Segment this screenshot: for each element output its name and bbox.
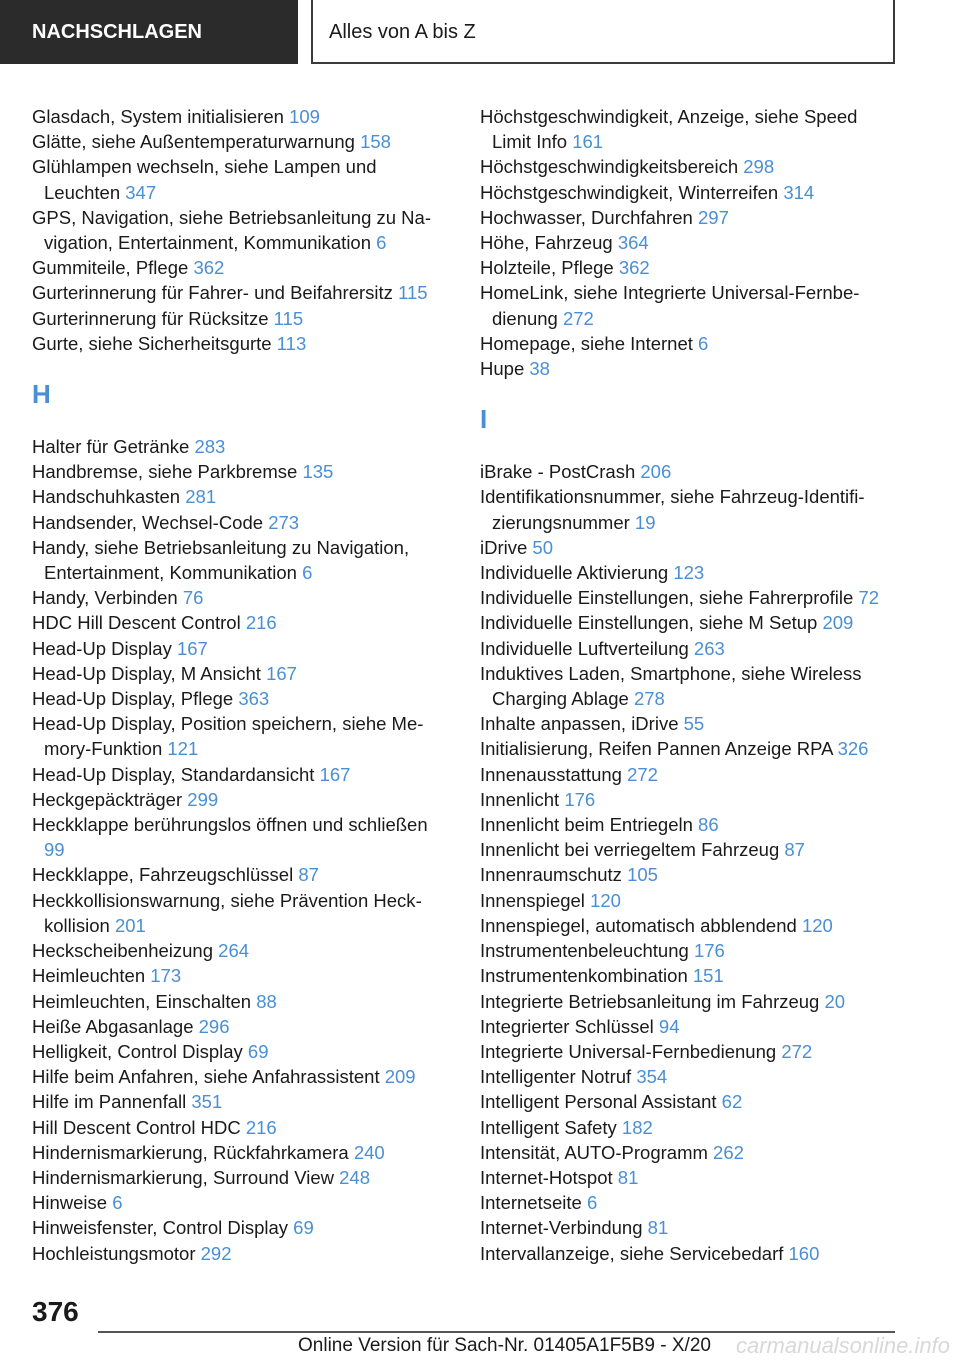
index-entry xyxy=(32,888,452,938)
index-entry-term: Head-Up Display, Pflege xyxy=(32,688,239,710)
index-page-link[interactable]: 362 xyxy=(618,257,650,279)
index-entry xyxy=(480,610,900,635)
index-page-link[interactable]: 296 xyxy=(198,1015,230,1037)
page-header xyxy=(0,0,960,64)
index-entry-term: Innenlicht bei verriegeltem Fahrzeug xyxy=(480,839,785,861)
index-entry-term: iBrake - PostCrash xyxy=(480,461,641,483)
index-entry xyxy=(32,585,452,610)
index-entry-term: Holzteile, Pflege xyxy=(480,257,619,279)
index-entry-term: Innenraumschutz xyxy=(480,864,628,886)
index-entry xyxy=(32,1215,452,1240)
index-entry xyxy=(480,1064,900,1089)
index-page-link[interactable]: 347 xyxy=(125,181,157,203)
index-page-link[interactable]: 364 xyxy=(617,232,649,254)
index-entry-term: Head-Up Display, Position speichern, siehe Memory-Funktion xyxy=(32,713,424,760)
index-page-link[interactable]: 182 xyxy=(621,1116,653,1138)
index-entry xyxy=(32,610,452,635)
index-page-link[interactable]: 115 xyxy=(273,307,304,329)
index-entry xyxy=(480,535,900,560)
index-entry-term: Handy, Verbinden xyxy=(32,587,183,609)
index-entry-term: Intensität, AUTO-Programm xyxy=(480,1141,714,1163)
index-entry-term: Integrierte Betriebsanleitung im Fahrzeug xyxy=(480,990,825,1012)
index-entry-term: Heckscheibenheizung xyxy=(32,940,219,962)
index-entry xyxy=(32,280,452,305)
index-page-link[interactable]: 263 xyxy=(693,637,725,659)
chapter-title: Alles von A bis Z xyxy=(311,0,895,64)
index-entry xyxy=(32,711,452,761)
index-entry xyxy=(480,180,900,205)
index-entry xyxy=(480,331,900,356)
index-page-link[interactable]: 72 xyxy=(858,587,880,609)
index-entry-term: Hill Descent Control HDC xyxy=(32,1116,246,1138)
index-entry xyxy=(480,1014,900,1039)
index-entry xyxy=(32,1064,452,1089)
index-entry-term: Hochwasser, Durchfahren xyxy=(480,206,698,228)
index-page-link[interactable]: 206 xyxy=(640,461,672,483)
index-entry-term: Instrumentenbeleuchtung xyxy=(480,940,694,962)
index-entry xyxy=(480,1039,900,1064)
index-entry-term: Gummiteile, Pflege xyxy=(32,257,194,279)
index-entry xyxy=(480,1140,900,1165)
index-entry xyxy=(32,1014,452,1039)
index-page-link[interactable]: 6 xyxy=(376,232,387,254)
index-page-link[interactable]: 158 xyxy=(360,131,391,153)
index-entry-term: Innenspiegel xyxy=(480,889,591,911)
index-entry-term: Integrierte Universal-Fernbedienung xyxy=(480,1040,782,1062)
index-entry xyxy=(32,1241,452,1266)
index-entry-term: Hupe xyxy=(480,358,530,380)
index-page-link[interactable]: 87 xyxy=(298,864,319,886)
index-entry-term: Helligkeit, Control Display xyxy=(32,1040,248,1062)
index-page-link[interactable]: 292 xyxy=(200,1242,232,1264)
index-entry xyxy=(480,787,900,812)
index-entry-term: Heimleuchten, Einschalten xyxy=(32,990,257,1012)
index-entry xyxy=(480,938,900,963)
index-page-link[interactable]: 248 xyxy=(339,1166,370,1188)
index-entry-term: Handsender, Wechsel-Code xyxy=(32,511,269,533)
index-page-link[interactable]: 76 xyxy=(182,587,204,609)
index-page-link[interactable]: 326 xyxy=(837,738,869,760)
index-page-link[interactable]: 62 xyxy=(721,1091,743,1113)
section-tab[interactable]: NACHSCHLAGEN xyxy=(0,0,298,64)
index-page-link[interactable]: 209 xyxy=(822,612,854,634)
index-entry-term: Innenlicht beim Entriegeln xyxy=(480,814,699,836)
index-entry xyxy=(480,1190,900,1215)
index-entry xyxy=(32,812,452,862)
index-entry xyxy=(32,459,452,484)
index-entry xyxy=(480,963,900,988)
index-page-link[interactable]: 299 xyxy=(187,788,219,810)
index-page-link[interactable]: 176 xyxy=(564,788,596,810)
index-entry xyxy=(480,1165,900,1190)
index-entry xyxy=(32,104,452,129)
index-entry xyxy=(32,762,452,787)
index-entry xyxy=(480,1241,900,1266)
index-entry xyxy=(32,1115,452,1140)
index-page-link[interactable]: 209 xyxy=(384,1066,416,1088)
index-entry xyxy=(32,1140,452,1165)
index-entry-term: Heckkollisionswarnung, siehe Prävention Heckkollision xyxy=(32,889,422,936)
index-page-link[interactable]: 87 xyxy=(784,839,805,861)
index-page-link[interactable]: 123 xyxy=(673,562,705,584)
index-page-link[interactable]: 362 xyxy=(193,257,225,279)
index-entry xyxy=(480,862,900,887)
index-entry-term: Individuelle Aktivierung xyxy=(480,562,674,584)
index-page-link[interactable]: 69 xyxy=(293,1217,314,1239)
index-page-link[interactable]: 161 xyxy=(572,131,604,153)
index-page-link[interactable]: 38 xyxy=(529,358,550,380)
index-entry xyxy=(32,255,452,280)
index-page-link[interactable]: 105 xyxy=(627,864,658,886)
index-entry xyxy=(32,434,452,459)
index-page-link[interactable]: 20 xyxy=(824,990,846,1012)
index-entry xyxy=(480,1115,900,1140)
index-page-link[interactable]: 160 xyxy=(788,1242,820,1264)
index-entry-term: Handy, siehe Betriebsanleitung zu Navigation, Entertainment, Kommunikation xyxy=(32,536,410,584)
index-entry xyxy=(32,1039,452,1064)
index-entry-term: Glätte, siehe Außentemperaturwarnung xyxy=(32,131,361,153)
index-entry-term: Internet-Verbindung xyxy=(480,1217,648,1239)
index-entry-term: Gurterinnerung für Fahrer- und Beifahrersitz xyxy=(32,282,399,304)
index-entry-term: Internetseite xyxy=(480,1192,587,1214)
index-page-link[interactable]: 273 xyxy=(268,511,300,533)
index-page-link[interactable]: 120 xyxy=(801,914,833,936)
index-entry xyxy=(480,711,900,736)
index-page-link[interactable]: 81 xyxy=(617,1166,639,1188)
index-entry-term: Handschuhkasten xyxy=(32,486,186,508)
index-entry xyxy=(480,1215,900,1240)
index-entry-term: Höchstgeschwindigkeit, Anzeige, siehe Speed Limit Info xyxy=(480,106,858,153)
index-page-link[interactable]: 120 xyxy=(590,889,621,911)
index-page-link[interactable]: 298 xyxy=(743,156,775,178)
index-page-link[interactable]: 173 xyxy=(150,965,182,987)
index-entry xyxy=(480,636,900,661)
index-page-link[interactable]: 216 xyxy=(245,1116,277,1138)
index-page-link[interactable]: 216 xyxy=(245,612,277,634)
index-entry xyxy=(480,837,900,862)
index-page-link[interactable]: 351 xyxy=(191,1091,223,1113)
index-letter-heading: H xyxy=(32,379,51,410)
index-entry xyxy=(32,129,452,154)
index-entry-term: Heimleuchten xyxy=(32,965,151,987)
index-entry-term: Individuelle Einstellungen, siehe Fahrerprofile xyxy=(480,587,859,609)
index-page-link[interactable]: 81 xyxy=(647,1217,669,1239)
index-entry xyxy=(480,989,900,1014)
index-page-link[interactable]: 314 xyxy=(783,181,815,203)
index-page-link[interactable]: 86 xyxy=(698,814,719,836)
index-entry xyxy=(32,661,452,686)
index-entry-term: Glasdach, System initialisieren xyxy=(32,106,290,127)
index-entry-term: Head-Up Display, M Ansicht xyxy=(32,662,267,684)
index-entry-term: Innenausstattung xyxy=(480,763,628,785)
index-entry xyxy=(480,1089,900,1114)
index-entry xyxy=(480,888,900,913)
index-entry-term: Hindernismarkierung, Surround View xyxy=(32,1166,340,1188)
index-entry-term: Heckgepäckträger xyxy=(32,788,188,810)
index-entry-term: Intelligenter Notruf xyxy=(480,1066,637,1088)
index-entry-term: GPS, Navigation, siehe Betriebsanleitung zu Navigation, Entertainment, Kommunikation xyxy=(32,206,432,254)
index-page-link[interactable]: 167 xyxy=(266,662,297,684)
index-page-link[interactable]: 19 xyxy=(634,511,656,533)
index-entry xyxy=(32,154,452,204)
index-entry-term: Intelligent Safety xyxy=(480,1116,622,1138)
index-entry xyxy=(32,686,452,711)
index-entry xyxy=(32,1190,452,1215)
index-page-link[interactable]: 297 xyxy=(698,206,729,228)
index-entry-term: Intervallanzeige, siehe Servicebedarf xyxy=(480,1242,789,1264)
index-column-left xyxy=(32,104,452,1266)
index-page-link[interactable]: 272 xyxy=(627,763,658,785)
index-entry xyxy=(32,787,452,812)
index-entry-term: Inhalte anpassen, iDrive xyxy=(480,713,684,735)
index-entry xyxy=(480,762,900,787)
index-page-link[interactable]: 6 xyxy=(698,332,709,354)
index-entry-term: Gurte, siehe Sicherheitsgurte xyxy=(32,332,277,354)
index-entry-term: Hilfe beim Anfahren, siehe Anfahrassistent xyxy=(32,1066,385,1088)
index-entry xyxy=(32,938,452,963)
index-page-link[interactable]: 272 xyxy=(562,307,594,329)
index-entry-term: Identifikationsnummer, siehe Fahrzeug-Identifizierungsnummer xyxy=(480,486,865,533)
index-page-link[interactable]: 167 xyxy=(176,637,208,659)
index-entry-term: Glühlampen wechseln, siehe Lampen und Leuchten xyxy=(32,156,377,203)
index-entry xyxy=(480,661,900,711)
index-page-link[interactable]: 278 xyxy=(633,688,665,710)
index-entry xyxy=(480,280,900,330)
index-entry xyxy=(32,1165,452,1190)
index-entry xyxy=(480,255,900,280)
watermark-text: carmanualsonline.info xyxy=(735,1333,950,1358)
index-entry xyxy=(480,812,900,837)
index-entry-term: Höchstgeschwindigkeitsbereich xyxy=(480,156,744,178)
index-entry-term: iDrive xyxy=(480,536,533,558)
index-entry-term: Head-Up Display, Standardansicht xyxy=(32,763,320,785)
index-entry xyxy=(32,306,452,331)
index-entry xyxy=(32,989,452,1014)
index-entry xyxy=(32,1089,452,1114)
index-page-link[interactable]: 240 xyxy=(353,1141,385,1163)
index-entry xyxy=(480,205,900,230)
index-entry-term: Heckklappe, Fahrzeugschlüssel xyxy=(32,864,299,886)
index-entry-term: HomeLink, siehe Integrierte Universal-Fernbedienung xyxy=(480,282,860,329)
page-number: 376 xyxy=(32,1296,79,1327)
index-page-link[interactable]: 109 xyxy=(289,106,320,127)
index-page-link[interactable]: 201 xyxy=(114,914,146,936)
index-page-link[interactable]: 69 xyxy=(247,1040,269,1062)
index-entry xyxy=(32,331,452,356)
index-entry-term: Hinweise xyxy=(32,1192,113,1214)
index-entry-term: Initialisierung, Reifen Pannen Anzeige RPA xyxy=(480,738,838,760)
index-page-link[interactable]: 176 xyxy=(693,940,725,962)
index-page-link[interactable]: 135 xyxy=(302,461,334,483)
index-page-link[interactable]: 283 xyxy=(194,436,226,458)
index-entry-term: Innenlicht xyxy=(480,788,565,810)
index-entry-term: HDC Hill Descent Control xyxy=(32,612,246,634)
index-entry xyxy=(480,585,900,610)
index-entry xyxy=(480,356,900,381)
index-entry-term: Head-Up Display xyxy=(32,637,177,659)
index-page-link[interactable]: 55 xyxy=(683,713,705,735)
index-page-link[interactable]: 272 xyxy=(781,1040,813,1062)
index-entry-term: Heckklappe berührungslos öffnen und schließen xyxy=(32,814,428,836)
index-page-link[interactable]: 115 xyxy=(398,282,428,304)
index-entry-term: Instrumentenkombination xyxy=(480,965,693,987)
index-page-link[interactable]: 50 xyxy=(532,536,553,558)
index-page-link[interactable]: 121 xyxy=(167,738,199,760)
index-entry-term: Individuelle Einstellungen, siehe M Setup xyxy=(480,612,823,634)
index-page-link[interactable]: 262 xyxy=(713,1141,744,1163)
index-entry xyxy=(32,636,452,661)
index-page-link[interactable]: 6 xyxy=(112,1192,123,1214)
index-page-link[interactable]: 363 xyxy=(238,688,270,710)
index-entry xyxy=(32,205,452,255)
index-entry-term: Hindernismarkierung, Rückfahrkamera xyxy=(32,1141,354,1163)
index-entry-term: Handbremse, siehe Parkbremse xyxy=(32,461,303,483)
index-entry-term: Gurterinnerung für Rücksitze xyxy=(32,307,274,329)
index-entry-term: Innenspiegel, automatisch abblendend xyxy=(480,914,802,936)
index-entry-term: Hinweisfenster, Control Display xyxy=(32,1217,294,1239)
index-column-right xyxy=(480,104,900,1266)
index-entry xyxy=(480,104,900,154)
index-page-link[interactable]: 167 xyxy=(319,763,351,785)
index-entry-term: Intelligent Personal Assistant xyxy=(480,1091,722,1113)
index-page-link[interactable]: 151 xyxy=(692,965,724,987)
index-page-link[interactable]: 113 xyxy=(276,332,307,354)
index-entry xyxy=(480,560,900,585)
index-page-link[interactable]: 281 xyxy=(185,486,217,508)
index-entry xyxy=(480,736,900,761)
index-entry xyxy=(32,963,452,988)
index-page-link[interactable]: 94 xyxy=(658,1015,680,1037)
index-entry-term: Hilfe im Pannenfall xyxy=(32,1091,192,1113)
index-page-link[interactable]: 6 xyxy=(586,1192,598,1214)
index-page-link[interactable]: 88 xyxy=(256,990,277,1012)
index-entry-term: Homepage, siehe Internet xyxy=(480,332,699,354)
index-entry-term: Heiße Abgasanlage xyxy=(32,1015,199,1037)
index-entry xyxy=(32,510,452,535)
index-entry-term: Induktives Laden, Smartphone, siehe Wireless Charging Ablage xyxy=(480,662,862,710)
index-entry-term: Höchstgeschwindigkeit, Winterreifen xyxy=(480,181,784,203)
index-entry-term: Integrierter Schlüssel xyxy=(480,1015,659,1037)
index-letter-heading: I xyxy=(480,404,488,435)
index-entry-term: Halter für Getränke xyxy=(32,436,195,458)
index-page-link[interactable]: 264 xyxy=(218,940,250,962)
index-entry-term: Hochleistungsmotor xyxy=(32,1242,201,1264)
index-entry xyxy=(32,862,452,887)
index-entry xyxy=(480,230,900,255)
index-entry-term: Internet-Hotspot xyxy=(480,1166,618,1188)
index-entry xyxy=(480,154,900,179)
index-page-link[interactable]: 6 xyxy=(302,562,313,584)
index-entry xyxy=(480,913,900,938)
index-entry-term: Höhe, Fahrzeug xyxy=(480,232,618,254)
online-version-note: Online Version für Sach-Nr. 01405A1F5B9 - X/20 xyxy=(298,1335,711,1356)
index-entry xyxy=(32,535,452,585)
index-entry xyxy=(480,459,900,484)
index-entry xyxy=(480,484,900,534)
index-entry-term: Individuelle Luftverteilung xyxy=(480,637,694,659)
index-page-link[interactable]: 99 xyxy=(44,839,65,861)
index-page-link[interactable]: 354 xyxy=(636,1066,668,1088)
index-entry xyxy=(32,484,452,509)
